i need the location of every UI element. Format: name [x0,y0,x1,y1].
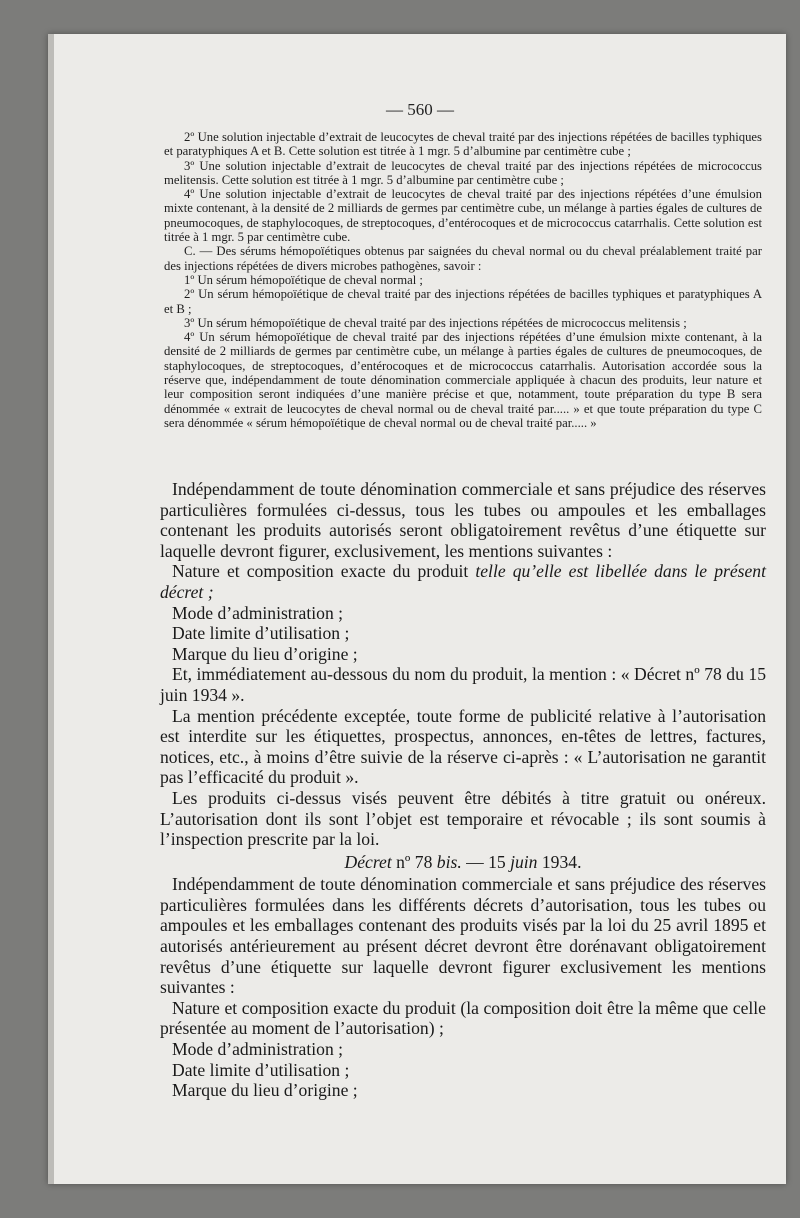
main-text-block [160,479,766,1101]
paragraph-serum-3: 3º Une solution injectable d’extrait de leucocytes de cheval traité par des injections répétées de micrococcus melitensis. Cette solution est titrée à 1 mgr. 5 d’albumine par centimètre cube ; [164,158,762,187]
nature-text: Nature et composition exacte du produit [172,561,476,582]
paragraph-c-2: 2º Un sérum hémopoïétique de cheval traité par des injections répétées de bacilles typhiques et paratyphiques A et B ; [164,287,762,316]
nature-italic-text: telle qu’elle est libellée dans le présent décret ; [160,561,766,602]
decree-heading-bis: bis. [436,851,462,872]
paragraph-mode: Mode d’administration ; [172,602,344,623]
decree-heading-month: juin [510,851,538,872]
page-number: — 560 — [386,100,454,119]
decree-heading-number: nº 78 [391,851,437,872]
paragraph-publicite: La mention précédente exceptée, toute forme de publicité relative à l’autorisation est interdite sur les étiquettes, prospectus, annonces, en-têtes de lettres, factures, notices, etc., à moins d’être suivie de la réserve ci-après : « L’autorisation ne garantit pas l’efficacité du produit ». [160,705,766,788]
paragraph-serum-2: 2º Une solution injectable d’extrait de leucocytes de cheval traité par des injections répétées de bacilles typhiques et paratyphiques A et B. Cette solution est titrée à 1 mgr. 5 d’albumine par centimètre cube ; [164,130,762,159]
paragraph-date: Date limite d’utilisation ; [172,623,350,644]
paragraph-date-2: Date limite d’utilisation ; [172,1059,350,1080]
paragraph-c-1: 1º Un sérum hémopoïétique de cheval normal ; [184,272,423,287]
decree-heading-year: 1934. [537,851,582,872]
paragraph-marque-2: Marque du lieu d’origine ; [172,1080,358,1101]
decree-heading-word: Décret [344,851,392,872]
decree-heading-day: — 15 [461,851,511,872]
paragraph-produits: Les produits ci-dessus visés peuvent être débités à titre gratuit ou onéreux. L’autorisation dont ils sont l’objet est temporaire et révocable ; ils sont soumis à l’inspection prescrite par la loi. [160,787,766,850]
paragraph-nature-2: Nature et composition exacte du produit (la composition doit être la même que celle présentée au moment de l’autorisation) ; [160,997,766,1039]
document-page [48,34,786,1184]
paragraph-serum-4: 4º Une solution injectable d’extrait de leucocytes de cheval traité par des injections répétées d’une émulsion mixte contenant, à la densité de 2 milliards de germes par centimètre cube, un mélange à parties égales de cultures de pneumocoques, de staphylocoques, de streptocoques, d’entérocoques et de micrococcus catarrhalis. Cette solution est titrée à 1 mgr. 5 par centimètre cube. [164,187,762,245]
decree-heading [160,852,766,873]
paragraph-marque: Marque du lieu d’origine ; [172,643,358,664]
paragraph-nature [160,561,766,602]
paragraph-c-4: 4º Un sérum hémopoïétique de cheval traité par des injections répétées d’une émulsion mixte contenant, à la densité de 2 milliards de germes par centimètre cube, un mélange à parties égales de cultures de pneumocoques, de staphylocoques, de streptocoques, d’entérocoques et de micrococcus catarrhalis. Autorisation accordée sous la réserve que, indépendamment de toute dénomination commerciale appliquée à chacun des produits, leur nature et leur composition seront indiquées d’une manière précise et que, notamment, toute préparation du type B sera dénommée « extrait de leucocytes de cheval normal ou de cheval traité par..... » et que toute préparation du type C sera dénommée « sérum hémopoïétique de cheval normal ou de cheval traité par..... » [164,330,762,430]
small-print-block [164,130,762,430]
paragraph-independamment-2: Indépendamment de toute dénomination commerciale et sans préjudice des réserves particulières formulées dans les différents décrets d’autorisation, tous les tubes ou ampoules et les emballages contenant des produits visés par la loi du 25 avril 1895 et autorisés antérieurement au présent décret devront être dorénavant obligatoirement revêtus d’une étiquette sur laquelle devront figurer exclusivement les mentions suivantes : [160,874,766,998]
paragraph-section-c: C. — Des sérums hémopoïétiques obtenus par saignées du cheval normal ou du cheval préalablement traité par des injections répétées de divers microbes pathogènes, savoir : [164,244,762,273]
paragraph-mode-2: Mode d’administration ; [172,1039,344,1060]
paragraph-mention: Et, immédiatement au-dessous du nom du produit, la mention : « Décret nº 78 du 15 juin 1934 ». [160,664,766,705]
paragraph-c-3: 3º Un sérum hémopoïétique de cheval traité par des injections répétées de micrococcus melitensis ; [184,315,687,330]
paragraph-independamment: Indépendamment de toute dénomination commerciale et sans préjudice des réserves particulières formulées ci-dessus, tous les tubes ou ampoules et les emballages contenant les produits autorisés seront obligatoirement revêtus d’une étiquette sur laquelle devront figurer, exclusivement, les mentions suivantes : [160,479,766,561]
